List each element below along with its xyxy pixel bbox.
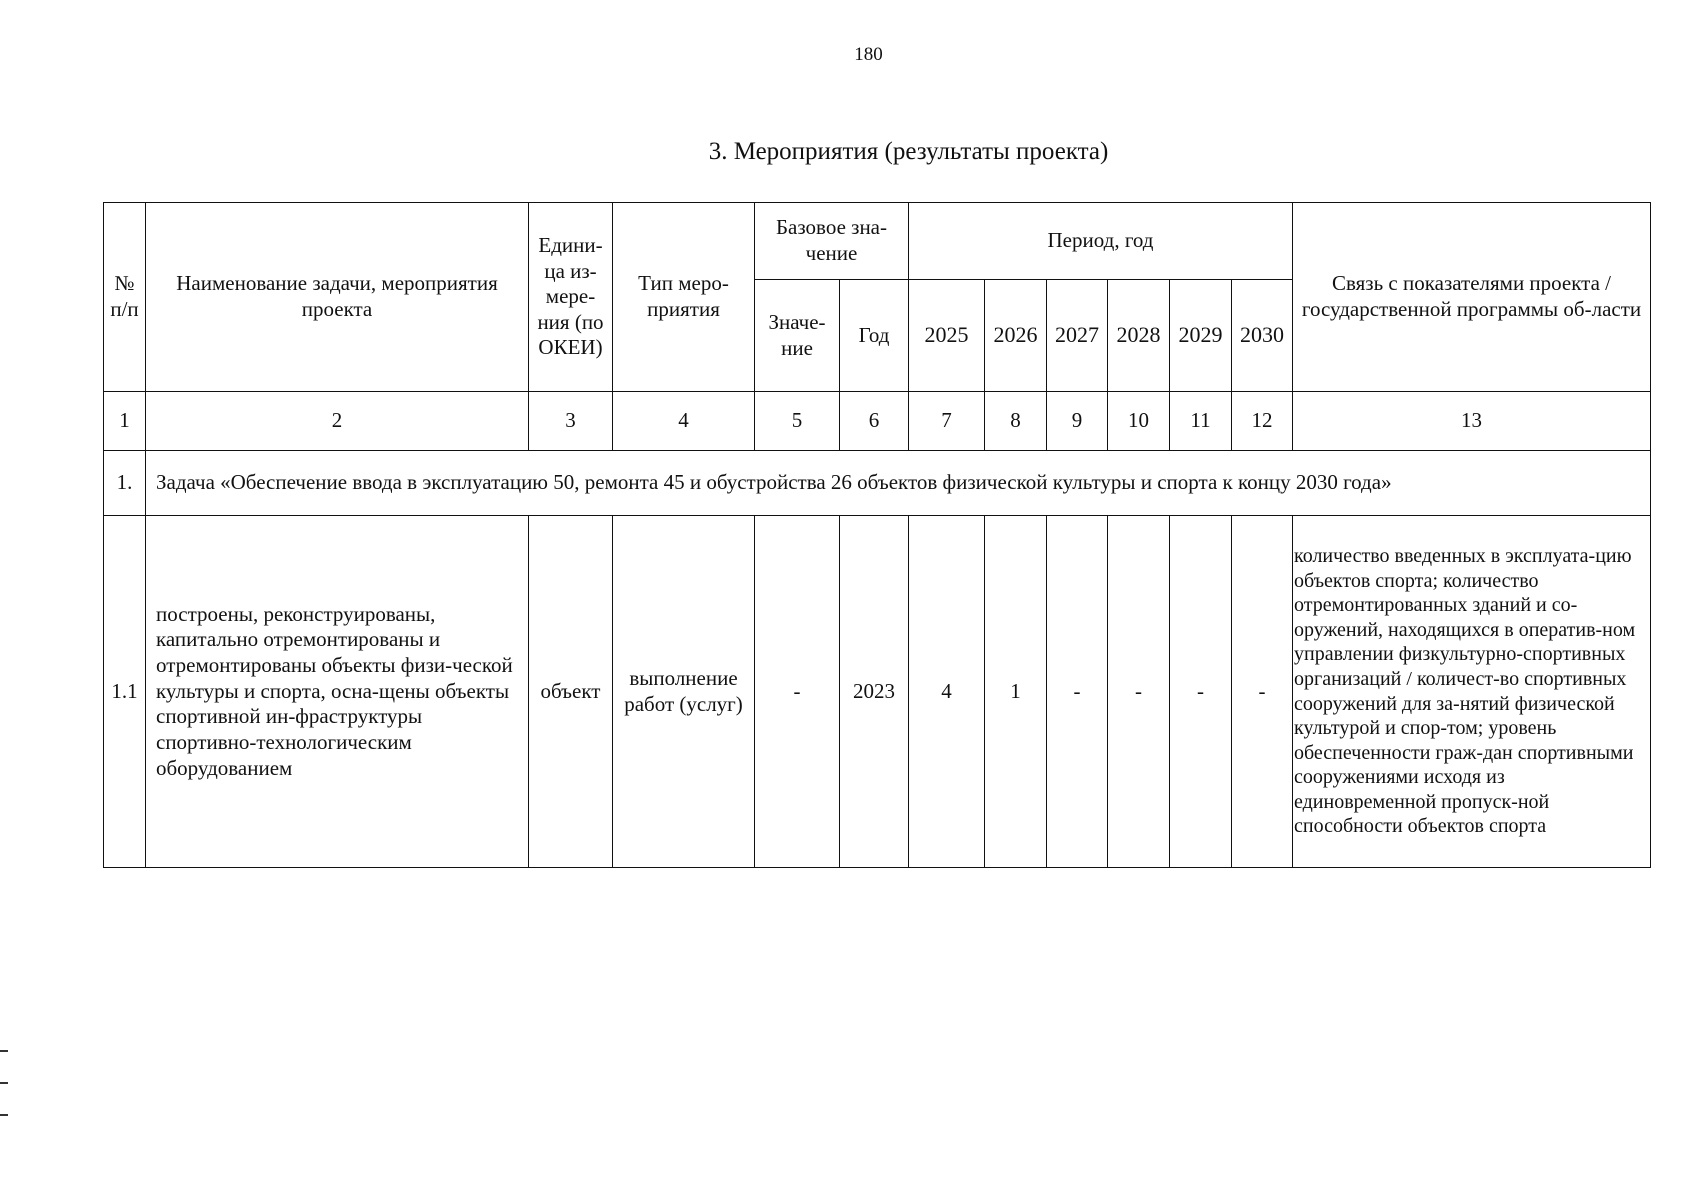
header-unit: Едини-ца из-мере-ния (по ОКЕИ) xyxy=(529,203,613,392)
column-number: 9 xyxy=(1047,392,1108,451)
row-year-value: - xyxy=(1170,516,1232,868)
row-unit: объект xyxy=(529,516,613,868)
header-row-top xyxy=(104,203,1651,280)
column-number: 8 xyxy=(985,392,1047,451)
header-base-value: Значе-ние xyxy=(755,280,840,392)
header-period: Период, год xyxy=(909,203,1293,280)
row-name: построены, реконструированы, капитально отремонтированы и отремонтированы объекты физи-ческой культуры и спорта, осна-щены объекты спортивной ин-фраструктуры спортивно-технологическим оборудованием xyxy=(146,516,529,868)
column-number: 7 xyxy=(909,392,985,451)
section-title: 3. Мероприятия (результаты проекта) xyxy=(708,138,1109,165)
column-number: 6 xyxy=(840,392,909,451)
task-text: Задача «Обеспечение ввода в эксплуатацию 50, ремонта 45 и обустройства 26 объектов физической культуры и спорта к концу 2030 года» xyxy=(146,451,1651,516)
events-table xyxy=(103,202,1651,868)
column-number: 13 xyxy=(1293,392,1651,451)
header-year: 2025 xyxy=(909,280,985,392)
header-num: № п/п xyxy=(104,203,146,392)
header-year: 2026 xyxy=(985,280,1047,392)
column-number: 1 xyxy=(104,392,146,451)
margin-mark xyxy=(0,1114,8,1116)
row-type: выполнение работ (услуг) xyxy=(613,516,755,868)
row-year-value: - xyxy=(1047,516,1108,868)
row-year-value: 1 xyxy=(985,516,1047,868)
header-base: Базовое зна-чение xyxy=(755,203,909,280)
header-base-year: Год xyxy=(840,280,909,392)
task-row xyxy=(104,451,1651,516)
column-number: 3 xyxy=(529,392,613,451)
header-year: 2028 xyxy=(1108,280,1170,392)
row-num: 1.1 xyxy=(104,516,146,868)
row-year-value: 4 xyxy=(909,516,985,868)
column-number: 11 xyxy=(1170,392,1232,451)
header-type: Тип меро-приятия xyxy=(613,203,755,392)
column-number: 4 xyxy=(613,392,755,451)
header-links: Связь с показателями проекта / государственной программы об-ласти xyxy=(1293,203,1651,392)
margin-mark xyxy=(0,1050,8,1052)
page-number: 180 xyxy=(854,44,883,65)
header-year: 2030 xyxy=(1232,280,1293,392)
column-number-row xyxy=(104,392,1651,451)
header-year: 2027 xyxy=(1047,280,1108,392)
header-name: Наименование задачи, мероприятия проекта xyxy=(146,203,529,392)
column-number: 12 xyxy=(1232,392,1293,451)
margin-mark xyxy=(0,1082,8,1084)
row-year-value: - xyxy=(1108,516,1170,868)
row-base-value: - xyxy=(755,516,840,868)
table-row xyxy=(104,516,1651,868)
task-num: 1. xyxy=(104,451,146,516)
header-year: 2029 xyxy=(1170,280,1232,392)
column-number: 10 xyxy=(1108,392,1170,451)
row-links: количество введенных в эксплуата-цию объектов спорта; количество отремонтированных зданий и со-оружений, находящихся в оператив-ном управлении физкультурно-спортивных организаций / количест-во спортивных сооружений для за-нятий физической культурой и спор-том; уровень обеспеченности граж-дан спортивными сооружениями исходя из единовременной пропуск-ной способности объектов спорта xyxy=(1293,516,1651,868)
column-number: 5 xyxy=(755,392,840,451)
margin-marks xyxy=(0,1050,8,1146)
column-number: 2 xyxy=(146,392,529,451)
row-base-year: 2023 xyxy=(840,516,909,868)
row-year-value: - xyxy=(1232,516,1293,868)
